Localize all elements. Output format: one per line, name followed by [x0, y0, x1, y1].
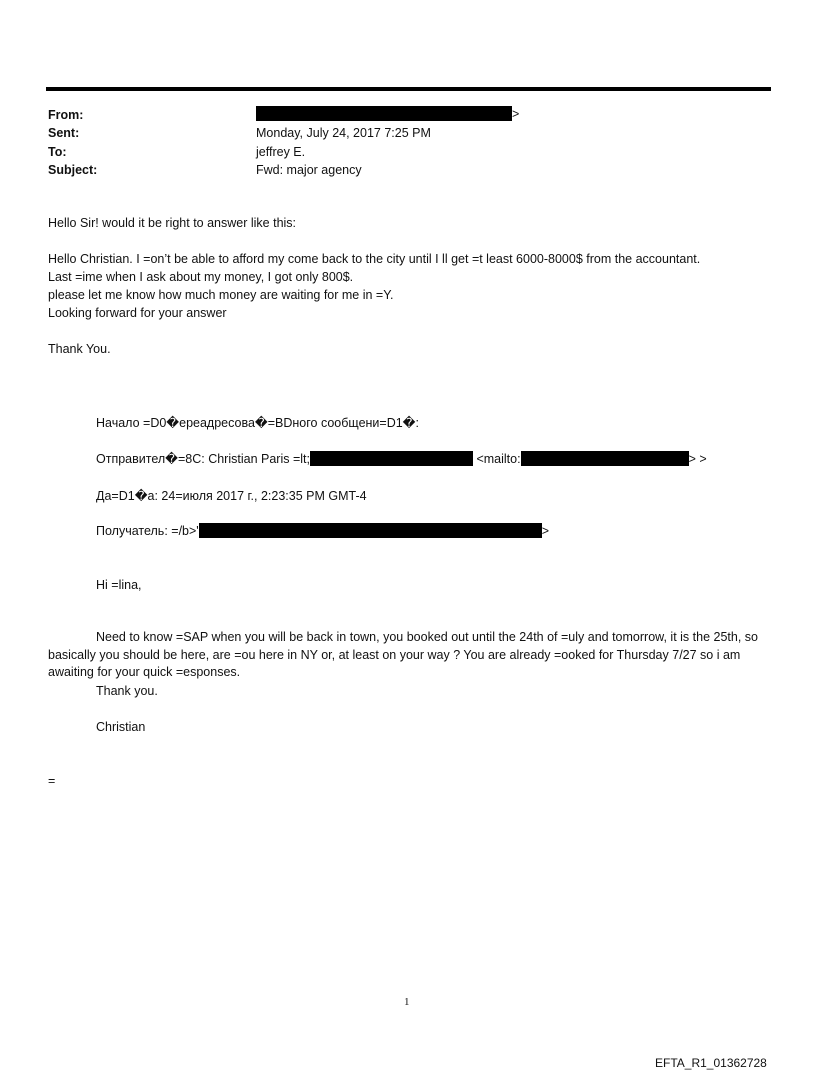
sent-label: Sent: — [48, 126, 80, 140]
forward-recipient — [96, 523, 549, 538]
body-line: Hello Christian. I =on’t be able to afford my come back to the city until I ll get =t least 6000-8000$ from the accountant. — [48, 252, 701, 266]
sender-label: Отправител�=8C: Christian Paris =lt; — [96, 452, 310, 466]
forward-sender — [96, 451, 707, 466]
redaction-sender-email — [521, 451, 689, 466]
header-rule — [46, 87, 771, 91]
mailto-prefix: <mailto: — [476, 452, 521, 466]
body-line: please let me know how much money are waiting for me in =Y. — [48, 288, 394, 302]
body-thanks: Thank You. — [48, 342, 111, 356]
to-value: jeffrey E. — [256, 145, 306, 159]
body-line: Looking forward for your answer — [48, 306, 227, 320]
redaction-from — [256, 106, 512, 121]
from-value — [256, 106, 519, 121]
subject-label: Subject: — [48, 163, 98, 177]
forward-greeting: Hi =lina, — [96, 578, 142, 592]
to-label: To: — [48, 145, 67, 159]
forward-thank-you: Thank you. — [96, 684, 158, 698]
trailer: = — [48, 774, 56, 788]
recipient-suffix: > — [541, 524, 549, 538]
sent-value: Monday, July 24, 2017 7:25 PM — [256, 126, 431, 140]
document-id: EFTA_R1_01362728 — [655, 1056, 767, 1070]
mailto-suffix: > > — [688, 452, 707, 466]
from-label: From: — [48, 108, 84, 122]
subject-value: Fwd: major agency — [256, 163, 362, 177]
recipient-label: Получатель: =/b>' — [96, 524, 199, 538]
body-greeting: Hello Sir! would it be right to answer like this: — [48, 216, 297, 230]
forward-start: Начало =D0�ереадресова�=BDного сообщени=D1�: — [96, 416, 419, 430]
forward-signature: Christian — [96, 720, 146, 734]
page-number: 1 — [404, 996, 410, 1008]
body-line: Last =ime when I ask about my money, I got only 800$. — [48, 270, 354, 284]
from-suffix: > — [512, 107, 520, 121]
forward-paragraph: Need to know =SAP when you will be back in town, you booked out until the 24th of =uly and tomorrow, it is the 25th, so basically you should be here, are =ou here in NY or, at least on your way ? You are already =ooked for Thursday 7/27 so i am awaiting for your quick =esponses. — [48, 630, 758, 679]
forward-date: Да=D1�а: 24=июля 2017 г., 2:23:35 PM GMT-4 — [96, 489, 367, 503]
redaction-sender-name — [310, 451, 473, 466]
redaction-recipient — [199, 523, 542, 538]
